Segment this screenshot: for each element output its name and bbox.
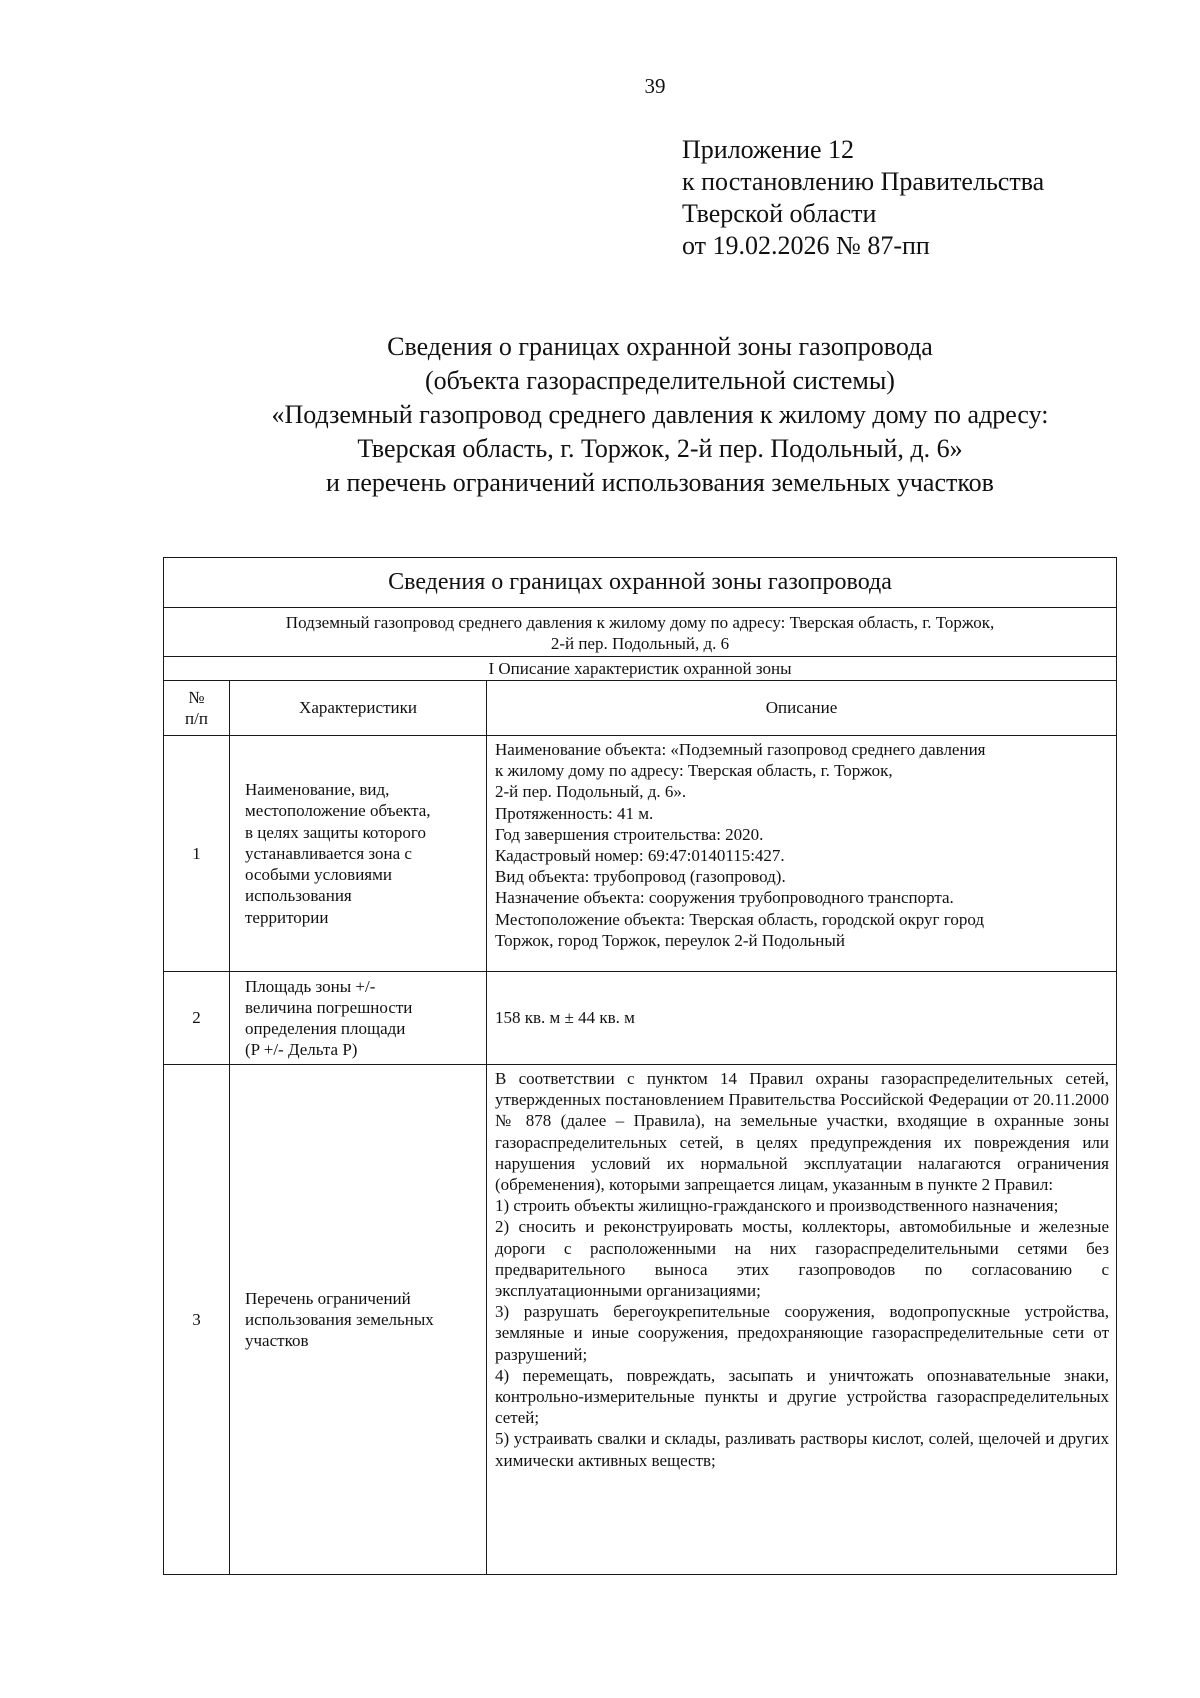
- characteristic-line: территории: [245, 907, 329, 927]
- restriction-paragraph: В соответствии с пунктом 14 Правил охраны газораспределительных сетей, утвержденных постановлением Правительства Российской Федерации от 20.11.2000 № 878 (далее – Правила), на земельные участки, входящие в охранные зоны газораспределительных сетей, в целях предупреждения их повреждения или нарушения условий их нормальной эксплуатации налагаются ограничения (обременения), которыми запрещается лицам, указанным в пункте 2 Правил:: [495, 1069, 1110, 1195]
- restriction-item: 2) сносить и реконструировать мосты, коллекторы, автомобильные и железные дороги с расположенными на них газораспределительными сетями без предварительного выноса этих газопроводов по согласованию с эксплуатационными организациями;: [495, 1217, 1110, 1301]
- document-title: [140, 330, 1180, 500]
- description-line: Кадастровый номер: 69:47:0140115:427.: [495, 846, 785, 866]
- description-line: Назначение объекта: сооружения трубопроводного транспорта.: [495, 888, 954, 908]
- table-row: [164, 558, 1117, 608]
- column-header-num-line: №: [188, 687, 205, 707]
- column-header-characteristics: Характеристики: [230, 681, 487, 736]
- table-object-header: [164, 608, 1117, 657]
- annex-line: к постановлению Правительства: [682, 167, 1045, 196]
- characteristic-line: (P +/- Дельта P): [245, 1040, 358, 1060]
- table-row: [164, 972, 1117, 1065]
- title-line: Сведения о границах охранной зоны газопровода: [387, 332, 933, 361]
- description-line: 158 кв. м ± 44 кв. м: [495, 1008, 635, 1028]
- row-characteristic: [230, 736, 487, 972]
- description-line: Торжок, город Торжок, переулок 2-й Подольный: [495, 930, 845, 950]
- restriction-item: 4) перемещать, повреждать, засыпать и уничтожать опознавательные знаки, контрольно-измерительные пункты и другие устройства газораспределительных сетей;: [495, 1365, 1110, 1428]
- characteristic-line: устанавливается зона с: [245, 843, 412, 863]
- description-line: Протяженность: 41 м.: [495, 803, 654, 823]
- characteristic-line: участков: [245, 1331, 309, 1351]
- description-line: Местоположение объекта: Тверская область, городской округ город: [495, 909, 984, 929]
- row-number: 3: [164, 1065, 230, 1575]
- annex-line: от 19.02.2026 № 87-пп: [682, 231, 930, 260]
- column-header-num-line: п/п: [185, 709, 208, 728]
- table-column-headers: [164, 681, 1117, 736]
- characteristic-line: Перечень ограничений: [245, 1288, 411, 1308]
- characteristic-line: Наименование, вид,: [245, 780, 390, 800]
- title-line: «Подземный газопровод среднего давления к жилому дому по адресу:: [271, 400, 1049, 429]
- characteristic-line: использования земельных: [245, 1309, 434, 1329]
- annex-reference: [682, 134, 1044, 262]
- row-characteristic: [230, 972, 487, 1065]
- characteristic-line: величина погрешности: [245, 997, 413, 1017]
- restriction-item: 1) строить объекты жилищно-гражданского и производственного назначения;: [495, 1196, 1059, 1216]
- title-line: (объекта газораспределительной системы): [425, 366, 895, 395]
- characteristic-line: особыми условиями: [245, 865, 392, 885]
- characteristic-line: определения площади: [245, 1019, 406, 1038]
- table-row: [164, 1065, 1117, 1575]
- characteristic-line: местоположение объекта,: [245, 801, 431, 821]
- description-line: к жилому дому по адресу: Тверская область, г. Торжок,: [495, 761, 893, 781]
- column-header-description: Описание: [487, 681, 1117, 736]
- description-line: Год завершения строительства: 2020.: [495, 824, 764, 844]
- row-number: 1: [164, 736, 230, 972]
- row-characteristic: [230, 1065, 487, 1575]
- characteristic-line: использования: [245, 886, 352, 906]
- annex-line: Приложение 12: [682, 135, 855, 164]
- restriction-item: 3) разрушать берегоукрепительные сооружения, водопропускные устройства, земляные и иные сооружения, предохраняющие газораспределительные сети от разрушений;: [495, 1302, 1110, 1364]
- characteristic-line: Площадь зоны +/-: [245, 976, 376, 996]
- annex-line: Тверской области: [682, 199, 877, 228]
- row-description: [487, 972, 1117, 1065]
- description-line: 2-й пер. Подольный, д. 6».: [495, 782, 687, 802]
- table-main-header: Сведения о границах охранной зоны газопровода: [164, 558, 1117, 608]
- characteristic-line: в целях защиты которого: [245, 822, 426, 842]
- title-line: Тверская область, г. Торжок, 2-й пер. Подольный, д. 6»: [357, 434, 963, 463]
- row-description: [487, 1065, 1117, 1575]
- object-header-line: Подземный газопровод среднего давления к жилому дому по адресу: Тверская область, г. Торжок,: [285, 612, 995, 632]
- description-line: Наименование объекта: «Подземный газопровод среднего давления: [495, 740, 986, 759]
- row-number: 2: [164, 972, 230, 1065]
- object-header-line: 2-й пер. Подольный, д. 6: [550, 634, 730, 653]
- column-header-num: [164, 681, 230, 736]
- table-section-header: I Описание характеристик охранной зоны: [164, 657, 1117, 681]
- description-line: Вид объекта: трубопровод (газопровод).: [495, 867, 786, 887]
- row-description: [487, 736, 1117, 972]
- restriction-item: 5) устраивать свалки и склады, разливать растворы кислот, солей, щелочей и других химически активных веществ;: [495, 1429, 1110, 1470]
- table-row: [164, 657, 1117, 681]
- page-number: 39: [644, 74, 666, 98]
- protection-zone-table: [163, 557, 1117, 1575]
- table-row: [164, 608, 1117, 657]
- table-row: [164, 736, 1117, 972]
- title-line: и перечень ограничений использования земельных участков: [326, 468, 994, 497]
